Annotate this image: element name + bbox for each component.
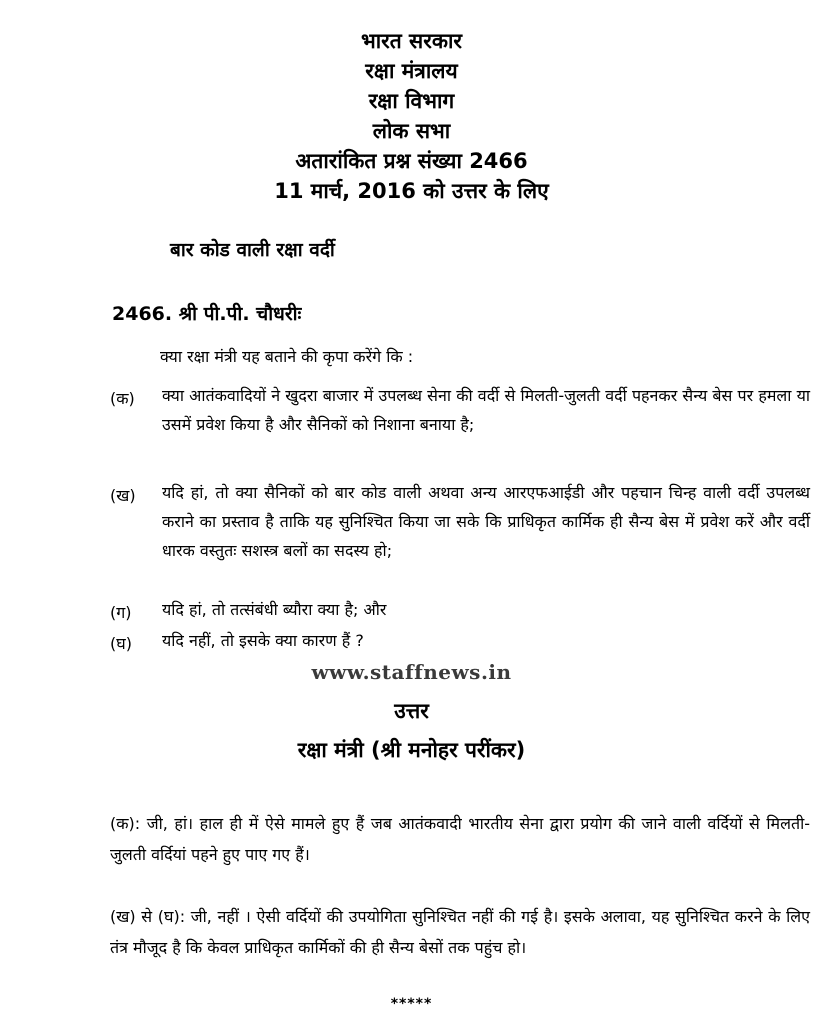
answer-paragraph: (क): जी, हां। हाल ही में ऐसे मामले हुए हैं जब आतंकवादी भारतीय सेना द्वारा प्रयोग की जाने वाली वर्दियों से मिलती-जुलती वर्दियां पहने हुए पाए गए हैं।: [110, 814, 810, 864]
header-government: भारत सरकार: [360, 29, 462, 53]
end-marker: *****: [390, 996, 433, 1012]
answering-minister: रक्षा मंत्री (श्री मनोहर परींकर): [297, 738, 526, 762]
header-house: लोक सभा: [372, 119, 451, 143]
header-ministry: रक्षा मंत्रालय: [365, 59, 458, 83]
answer-heading: उत्तर: [394, 699, 429, 723]
question-part-label: (घ): [110, 634, 132, 653]
question-part-label: (ग): [110, 603, 132, 622]
question-intro: क्या रक्षा मंत्री यह बताने की कृपा करेंगे कि :: [160, 347, 414, 366]
question-part-text: यदि हां, तो तत्संबंधी ब्यौरा क्या है; और: [162, 600, 387, 619]
question-member: 2466. श्री पी.पी. चौधरीः: [112, 303, 302, 325]
site-watermark: www.staffnews.in: [311, 660, 512, 684]
question-part-label: (क): [110, 389, 135, 408]
question-subject: बार कोड वाली रक्षा वर्दी: [170, 239, 335, 261]
question-part-text: क्या आतंकवादियों ने खुदरा बाजार में उपलब्ध सेना की वर्दी से मिलती-जुलती वर्दी पहनकर सैन्य बेस पर हमला या उसमें प्रवेश किया है और सैनिकों को निशाना बनाया है;: [162, 386, 810, 434]
question-part-label: (ख): [110, 486, 136, 505]
question-part-text: यदि हां, तो क्या सैनिकों को बार कोड वाली अथवा अन्य आरएफआईडी और पहचान चिन्ह वाली वर्दी उपलब्ध कराने का प्रस्ताव है ताकि यह सुनिश्चित किया जा सके कि प्राधिकृत कार्मिक ही सैन्य बेस में प्रवेश करें और वर्दी धारक वस्तुतः सशस्त्र बलों का सदस्य हो;: [162, 483, 810, 560]
question-part-text: यदि नहीं, तो इसके क्या कारण हैं ?: [162, 631, 364, 650]
header-department: रक्षा विभाग: [368, 89, 455, 113]
answer-paragraph: (ख) से (घ): जी, नहीं । ऐसी वर्दियों की उपयोगिता सुनिश्चित नहीं की गई है। इसके अलावा, यह सुनिश्चित करने के लिए तंत्र मौजूद है कि केवल प्राधिकृत कार्मिकों की ही सैन्य बेसों तक पहुंच हो।: [110, 907, 810, 957]
header-answer-date: 11 मार्च, 2016 को उत्तर के लिए: [274, 179, 549, 203]
header-question-number: अतारांकित प्रश्न संख्या 2466: [295, 149, 528, 173]
